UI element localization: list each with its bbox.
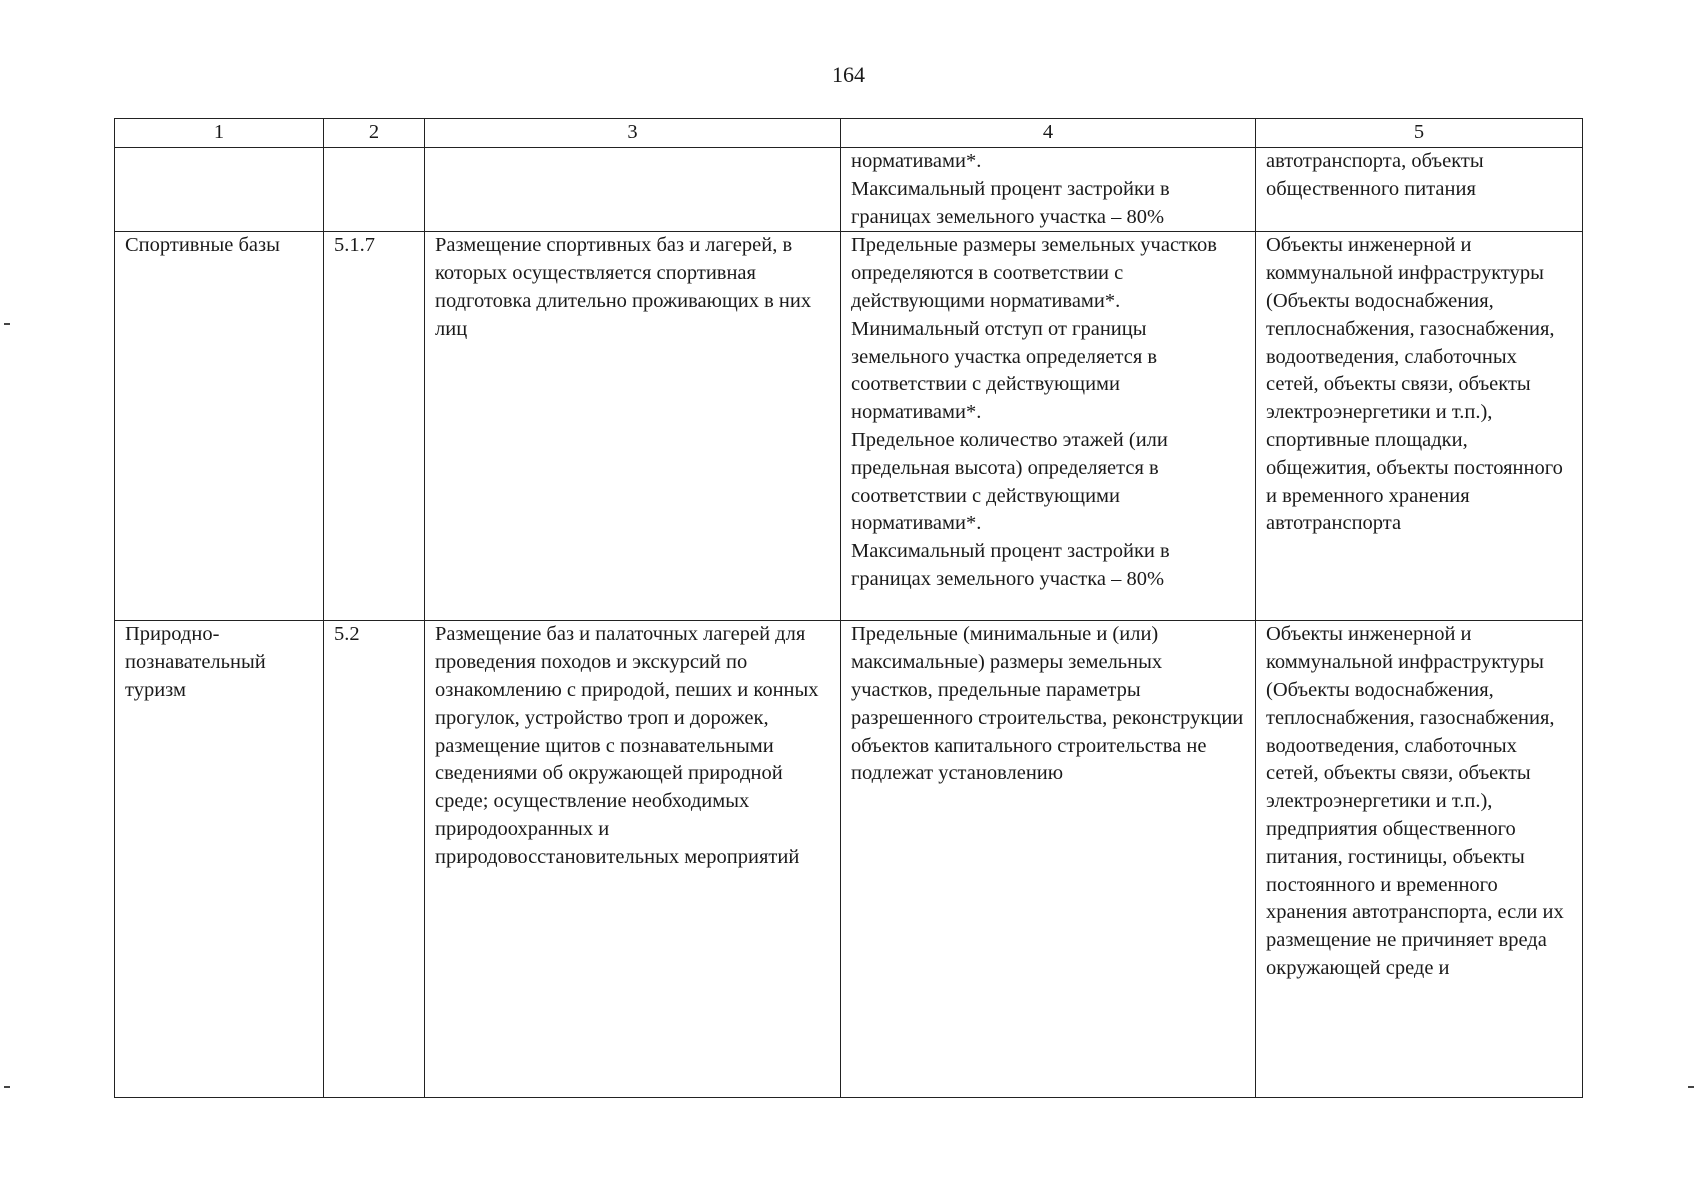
row-code-cell <box>324 621 425 1098</box>
row-description: Размещение спортивных баз и лагерей, в которых осуществляется спортивная подготовка длительно проживающих в них лиц <box>435 234 812 340</box>
column-header-1: 1 <box>115 119 324 148</box>
row-name-cell <box>115 621 324 1098</box>
row-auxiliary: автотранспорта, объекты общественного питания <box>1266 150 1484 200</box>
row-auxiliary: Объекты инженерной и коммунальной инфраструктуры (Объекты водоснабжения, теплоснабжения, газоснабжения, водоотведения, слаботочных сетей, объекты связи, объекты электроэнергетики и т.п.), предприятия общественного питания, гостиницы, объекты постоянного и временного хранения автотранспорта, если их размещение не причиняет вреда окружающей среде и <box>1266 623 1564 979</box>
row-code: 5.2 <box>334 623 360 646</box>
row-code-cell <box>324 148 425 232</box>
land-use-table <box>114 118 1583 1098</box>
row-name: Спортивные базы <box>125 234 280 257</box>
table-header-row <box>115 119 1583 148</box>
page-number: 164 <box>832 62 865 87</box>
row-auxiliary-cell <box>1256 232 1583 621</box>
column-header-2: 2 <box>324 119 425 148</box>
row-description-cell <box>425 148 841 232</box>
row-parameters: нормативами*. Максимальный процент застройки в границах земельного участка – 80% <box>851 150 1170 228</box>
row-auxiliary-cell <box>1256 148 1583 232</box>
table-row-sport-bases <box>115 232 1583 621</box>
column-header-3: 3 <box>425 119 841 148</box>
row-auxiliary-cell <box>1256 621 1583 1098</box>
row-description: Размещение баз и палаточных лагерей для проведения походов и экскурсий по ознакомлению с природой, пеших и конных прогулок, устройство троп и дорожек, размещение щитов с познавательными сведениями об окружающей природной среде; осуществление необходимых природоохранных и природовосстановительных мероприятий <box>435 623 819 868</box>
row-name-cell <box>115 232 324 621</box>
row-description-cell <box>425 621 841 1098</box>
table-row-nature-tourism <box>115 621 1583 1098</box>
row-code: 5.1.7 <box>334 234 375 257</box>
column-header-5: 5 <box>1256 119 1583 148</box>
row-description-cell <box>425 232 841 621</box>
row-parameters-cell <box>841 148 1256 232</box>
row-name: Природно-познавательный туризм <box>125 623 266 701</box>
row-parameters-cell <box>841 621 1256 1098</box>
scan-edge-mark <box>4 1086 10 1088</box>
row-auxiliary: Объекты инженерной и коммунальной инфраструктуры (Объекты водоснабжения, теплоснабжения, газоснабжения, водоотведения, слаботочных сетей, объекты связи, объекты электроэнергетики и т.п.), спортивные площадки, общежития, объекты постоянного и временного хранения автотранспорта <box>1266 234 1563 535</box>
row-parameters-cell <box>841 232 1256 621</box>
row-parameters: Предельные (минимальные и (или) максимальные) размеры земельных участков, предельные параметры разрешенного строительства, реконструкции объектов капитального строительства не подлежат установлению <box>851 623 1244 785</box>
column-header-4: 4 <box>841 119 1256 148</box>
scan-edge-mark <box>4 323 10 325</box>
row-code-cell <box>324 232 425 621</box>
row-name-cell <box>115 148 324 232</box>
table-row-continuation <box>115 148 1583 232</box>
row-parameters: Предельные размеры земельных участков определяются в соответствии с действующими нормативами*. Минимальный отступ от границы земельного участка определяется в соответствии с действующими нормативами*. Предельное количество этажей (или предельная высота) определяется в соответствии с действующими нормативами*. Максимальный процент застройки в границах земельного участка – 80% <box>851 234 1217 590</box>
scan-edge-mark <box>1688 1086 1694 1088</box>
